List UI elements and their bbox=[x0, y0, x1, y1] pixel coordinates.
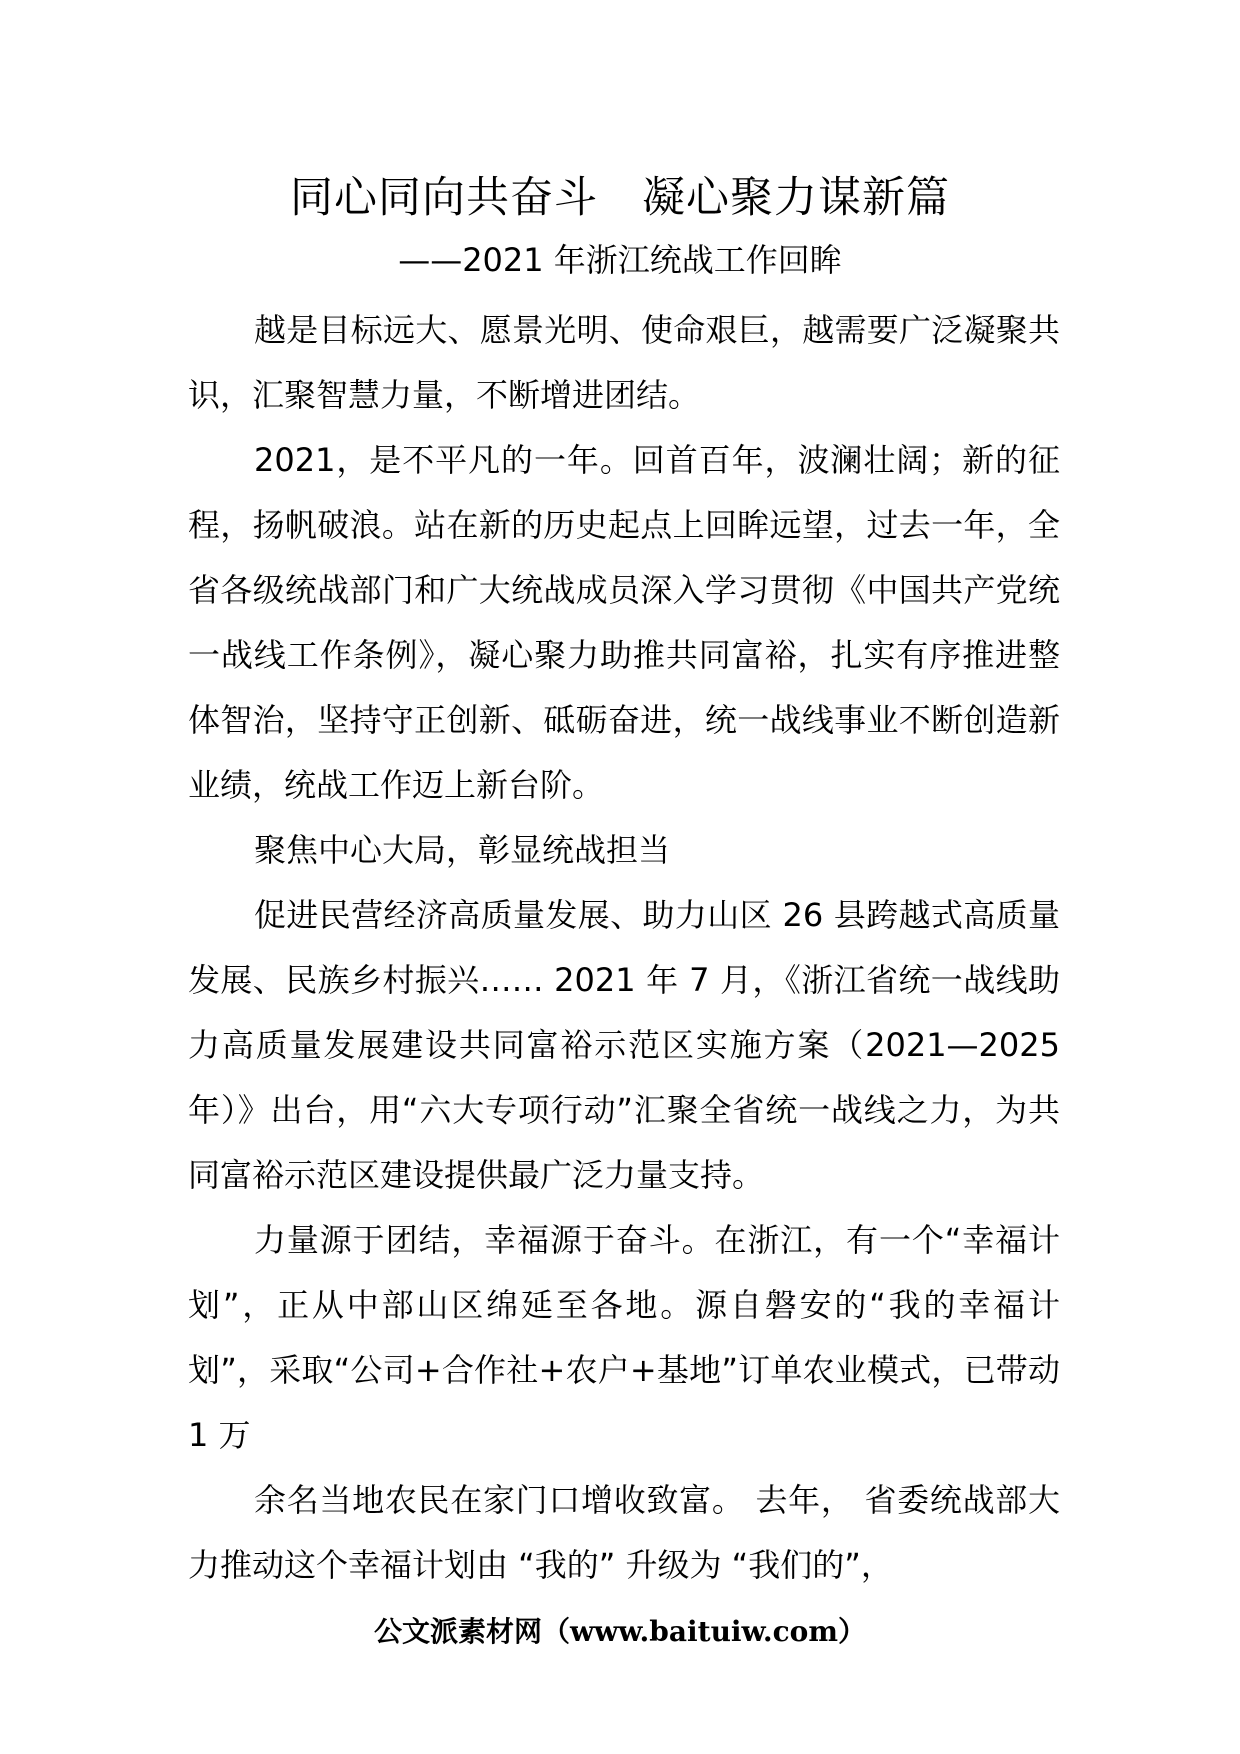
document-body bbox=[188, 298, 1060, 1598]
paragraph-intro: 越是目标远大、愿景光明、使命艰巨，越需要广泛凝聚共识，汇聚智慧力量，不断增进团结。 bbox=[188, 311, 1060, 414]
paragraph-upgrade: 余名当地农民在家门口增收致富。 去年， 省委统战部大力推动这个幸福计划由 “我的” 升级为 “我们的”， bbox=[188, 1481, 1060, 1584]
paragraph-happiness: 力量源于团结，幸福源于奋斗。在浙江，有一个“幸福计划”，正从中部山区绵延至各地。源自磐安的“我的幸福计划”，采取“公司+合作社+农户+基地”订单农业模式，已带动 1 万 bbox=[188, 1221, 1060, 1454]
paragraph-plan: 促进民营经济高质量发展、助力山区 26 县跨越式高质量发展、民族乡村振兴…… 2021 年 7 月，《浙江省统一战线助力高质量发展建设共同富裕示范区实施方案（2021—2025 年）》出台，用“六大专项行动”汇聚全省统一战线之力，为共同富裕示范区建设提供最广泛力量支持。 bbox=[188, 896, 1060, 1194]
paragraph-review: 2021，是不平凡的一年。回首百年，波澜壮阔；新的征程，扬帆破浪。站在新的历史起点上回眸远望，过去一年，全省各级统战部门和广大统战成员深入学习贯彻《中国共产党统一战线工作条例》，凝心聚力助推共同富裕，扎实有序推进整体智治，坚持守正创新、砥砺奋进，统一战线事业不断创造新业绩，统战工作迈上新台阶。 bbox=[188, 441, 1060, 804]
document-subtitle: ——2021 年浙江统战工作回眸 bbox=[398, 241, 842, 279]
document-title: 同心同向共奋斗 凝心聚力谋新篇 bbox=[290, 173, 950, 223]
footer-watermark: 公文派素材网（www.baituiw.com） bbox=[374, 1615, 866, 1648]
section-heading: 聚焦中心大局，彰显统战担当 bbox=[254, 831, 671, 869]
